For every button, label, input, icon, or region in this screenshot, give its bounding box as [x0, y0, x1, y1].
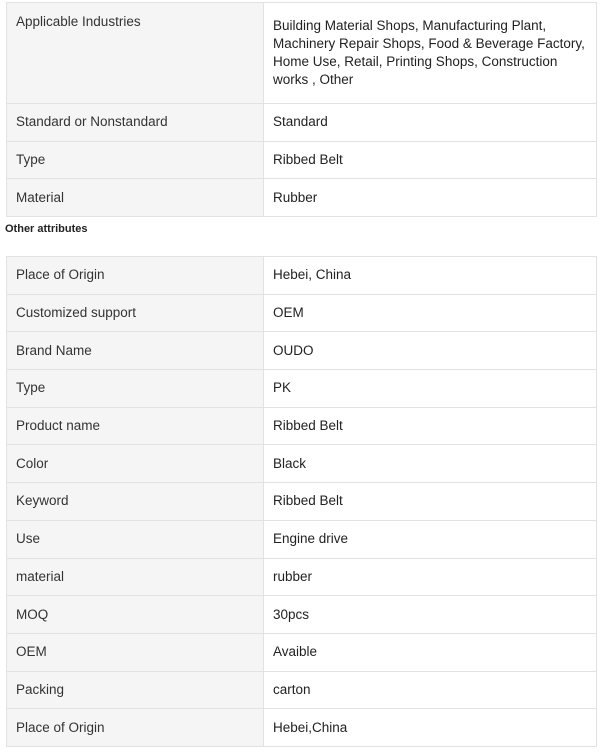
table-row [7, 3, 597, 104]
table-row [7, 370, 597, 408]
attribute-label: Customized support [7, 294, 264, 332]
attribute-value: PK [264, 370, 597, 408]
table-row [7, 104, 597, 142]
attribute-value: Engine drive [264, 520, 597, 558]
attribute-value: Hebei,China [264, 709, 597, 747]
table-row [7, 633, 597, 671]
attribute-label: Place of Origin [7, 709, 264, 747]
attribute-value: Ribbed Belt [264, 407, 597, 445]
other-attributes-table [6, 256, 597, 747]
attribute-label: Color [7, 445, 264, 483]
table-row [7, 141, 597, 179]
attribute-label: MOQ [7, 596, 264, 634]
attribute-value: 30pcs [264, 596, 597, 634]
key-attributes-table [6, 2, 597, 217]
attribute-value: Rubber [264, 179, 597, 217]
table-row [7, 294, 597, 332]
attribute-label: OEM [7, 633, 264, 671]
attribute-label: Keyword [7, 483, 264, 521]
table-row [7, 596, 597, 634]
attribute-value: Standard [264, 104, 597, 142]
attribute-value: Building Material Shops, Manufacturing Plant, Machinery Repair Shops, Food & Beverage Factory, Home Use, Retail, Printing Shops, Construction works , Other [264, 3, 597, 104]
table-row [7, 709, 597, 747]
table-row [7, 407, 597, 445]
attribute-label: Product name [7, 407, 264, 445]
attribute-value: Avaible [264, 633, 597, 671]
attribute-label: Standard or Nonstandard [7, 104, 264, 142]
attribute-label: Brand Name [7, 332, 264, 370]
attribute-value: Hebei, China [264, 257, 597, 295]
attribute-label: material [7, 558, 264, 596]
attribute-label: Type [7, 141, 264, 179]
attribute-label: Applicable Industries [7, 3, 264, 104]
attribute-value: Ribbed Belt [264, 141, 597, 179]
table-row [7, 332, 597, 370]
attribute-label: Use [7, 520, 264, 558]
attribute-value: OEM [264, 294, 597, 332]
attribute-value: rubber [264, 558, 597, 596]
table-row [7, 257, 597, 295]
attribute-value: carton [264, 671, 597, 709]
table-row [7, 520, 597, 558]
attribute-label: Type [7, 370, 264, 408]
table-row [7, 483, 597, 521]
table-row [7, 671, 597, 709]
other-attributes-heading: Other attributes [5, 223, 88, 235]
table-row [7, 179, 597, 217]
attribute-value: OUDO [264, 332, 597, 370]
attribute-label: Packing [7, 671, 264, 709]
attribute-label: Material [7, 179, 264, 217]
table-row [7, 445, 597, 483]
attribute-value: Ribbed Belt [264, 483, 597, 521]
table-row [7, 558, 597, 596]
attribute-label: Place of Origin [7, 257, 264, 295]
attribute-value: Black [264, 445, 597, 483]
